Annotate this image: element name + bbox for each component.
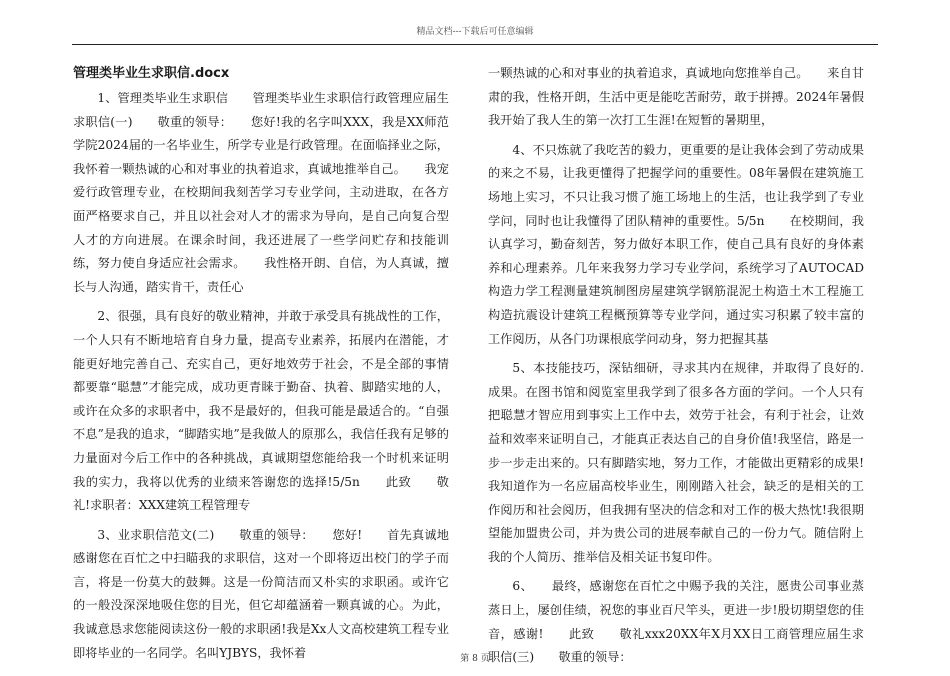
document-title: 管理类毕业生求职信.docx [73, 66, 230, 81]
right-column [488, 62, 889, 676]
header-text: 精品文档---下载后可任意编辑 [416, 27, 534, 37]
header-divider [72, 44, 878, 45]
paragraph-6: 6、 最终，感谢您在百忙之中赐予我的关注，愿贵公司事业蒸蒸日上，屡创佳绩，祝您的事业百尺竿头，更进一步!殷切期望您的佳音，感谢! 此致 敬礼xxx20XX年X月XX日工商管理应届生求职信(三) 敬重的领导： [488, 579, 864, 665]
paragraph-3-continued: 一颗热诚的心和对事业的执着追求，真诚地向您推举自己。 来自甘肃的我，性格开朗，生活中更是能吃苦耐劳，敢于拼搏。2024年暑假我开始了我人生的第一次打工生涯!在短暂的暑期里， [488, 66, 864, 128]
paragraph-2: 2、很强，具有良好的敬业精神，并敢于承受具有挑战性的工作，一个人只有不断地培育自身力量，提高专业素养，拓展内在潜能，才能更好地完善自己、充实自己，更好地效劳于社会，不是全部的事情都要靠“聪慧”才能完成，成功更青睐于勤奋、执着、脚踏实地的人，或许在众多的求职者中，我不是最好的，但我可能是最适合的。“自强不息”是我的追求，“脚踏实地”是我做人的原那么，我信任我有足够的力量面对今后工作中的各种挑战，真诚期望您能给我一个时机来证明我的实力，我将以优秀的业绩来答谢您的选择!5/5n 此致 敬礼!求职者：XXX建筑工程管理专 [73, 309, 449, 513]
paragraph-5: 5、本技能技巧，深钻细研，寻求其内在规律，并取得了良好的.成果。在图书馆和阅览室里我学到了很多各方面的学问。一个人只有把聪慧才智应用到事实上工作中去，效劳于社会，有利于社会，让效益和效率来证明自己，才能真正表达自己的自身价值!我坚信，路是一步一步走出来的。只有脚踏实地，努力工作，才能做出更精彩的成果! 我知道作为一名应届高校毕业生，刚刚踏入社会，缺乏的是相关的工作阅历和社会阅历，但我拥有坚决的信念和对工作的极大热忱!我很期望能加盟贵公司，并为贵公司的进展奉献自己的一份力气。随信附上我的个人简历、推举信及相关证书复印件。 [488, 361, 889, 564]
paragraph-3: 3、业求职信范文(二) 敬重的领导： 您好! 首先真诚地感谢您在百忙之中扫瞄我的求职信，这对一个即将迈出校门的学子而言，将是一份莫大的鼓舞。这是一份简洁而又朴实的求职函。或许它的一般没深深地吸住您的目光，但它却蕴涵着一颗真诚的心。为此，我诚意恳求您能阅读这份一般的求职函!我是Xx人文高校建筑工程专业即将毕业的一名同学。名叫YJBYS，我怀着 [73, 527, 449, 660]
paragraph-4: 4、不只炼就了我吃苦的毅力，更重要的是让我体会到了劳动成果的来之不易，让我更懂得了把握学问的重要性。08年暑假在建筑施工场地上实习，不只让我习惯了施工场地上的生活，也让我学到了专业学问，同时也让我懂得了团队精神的重要性。5/5n 在校期间，我认真学习，勤奋刻苦，努力做好本职工作，使自己具有良好的身体素养和心理素养。几年来我努力学习专业学问，系统学习了AUTOCAD构造力学工程测量建筑制图房屋建筑学钢筋混泥土构造土木工程施工构造抗震设计建筑工程概预算等专业学问，通过实习积累了较丰富的工作阅历，从各门功课根底学问动身，努力把握其基 [488, 142, 864, 346]
page-number: 第 8 页 [460, 654, 490, 664]
paragraph-1: 1、管理类毕业生求职信 管理类毕业生求职信行政管理应届生求职信(一) 敬重的领导： 您好!我的名字叫XXX，我是XX师范学院2024届的一名毕业生，所学专业是行政管理。在面临择业之际，我怀着一颗热诚的心和对事业的执着追求，真诚地推举自己。 我宠爱行政管理专业，在校期间我刻苦学习专业学问，主动进取，在各方面严格要求自己，并且以社会对人才的需求为导向，是自己向复合型人才的方向进展。在课余时间，我还进展了一些学问贮存和技能训练，努力使自身适应社会需求。 我性格开朗、自信，为人真诚，擅长与人沟通，踏实肯干，责任心 [73, 91, 449, 294]
left-column [73, 62, 449, 671]
